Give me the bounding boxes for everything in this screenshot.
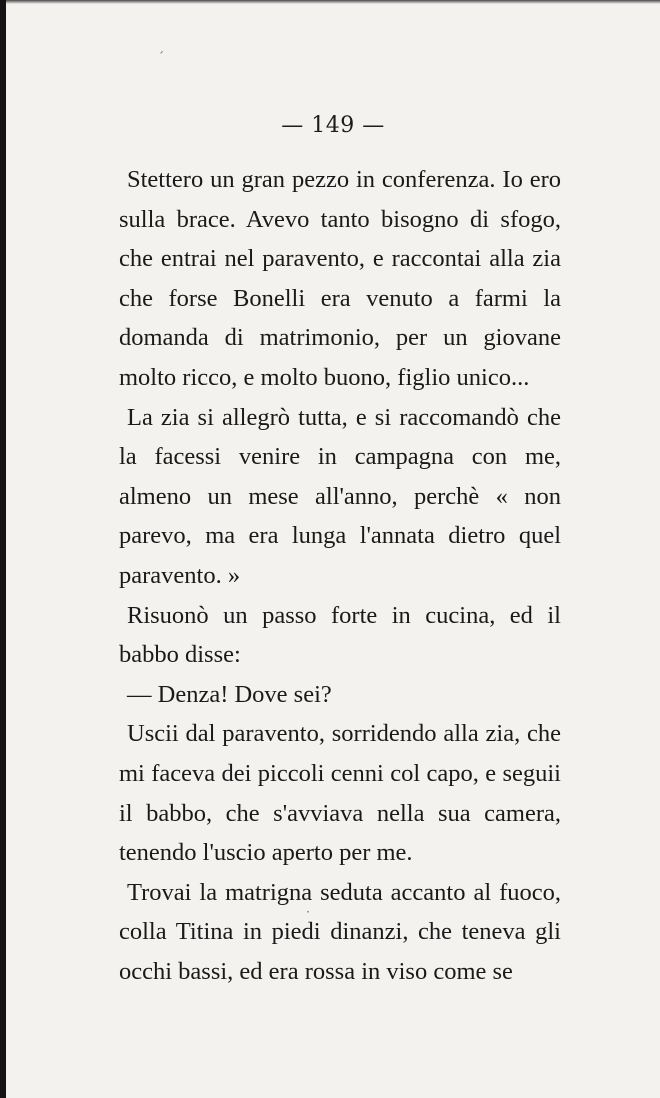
page-number: — 149 — bbox=[281, 113, 385, 138]
paragraph-4-dialogue: — Denza! Dove sei? bbox=[127, 680, 332, 708]
page-edge-shadow bbox=[6, 0, 660, 4]
paragraph-2: La zia si allegrò tutta, e si raccomandò che la facessi venire in campagna con me, almeno un mese all'anno, perchè « non parevo, ma era lunga l'annata dietro quel paravento. » bbox=[119, 403, 561, 589]
ink-speck: ´ bbox=[158, 50, 164, 64]
paragraph-5: Uscii dal paravento, sorridendo alla zia, che mi faceva dei piccoli cenni col capo, e seguii il babbo, che s'avviava nella sua camera, tenendo l'uscio aperto per me. bbox=[119, 720, 561, 867]
paragraph-3: Risuonò un passo forte in cucina, ed il babbo disse: bbox=[119, 601, 561, 669]
paragraph-1: Stettero un gran pezzo in conferenza. Io ero sulla brace. Avevo tanto bisogno di sfogo, che entrai nel paravento, e raccontai alla zia che forse Bonelli era venuto a farmi la domanda di matrimonio, per un giovane molto ricco, e molto buono, figlio unico... bbox=[119, 166, 561, 391]
paragraph-6: Trovai la matrigna seduta accanto al fuoco, colla Titina in piedi dinanzi, che teneva gli occhi bassi, ed era rossa in viso come se bbox=[119, 878, 561, 985]
page-body bbox=[119, 160, 561, 991]
ink-speck: · bbox=[306, 905, 310, 919]
